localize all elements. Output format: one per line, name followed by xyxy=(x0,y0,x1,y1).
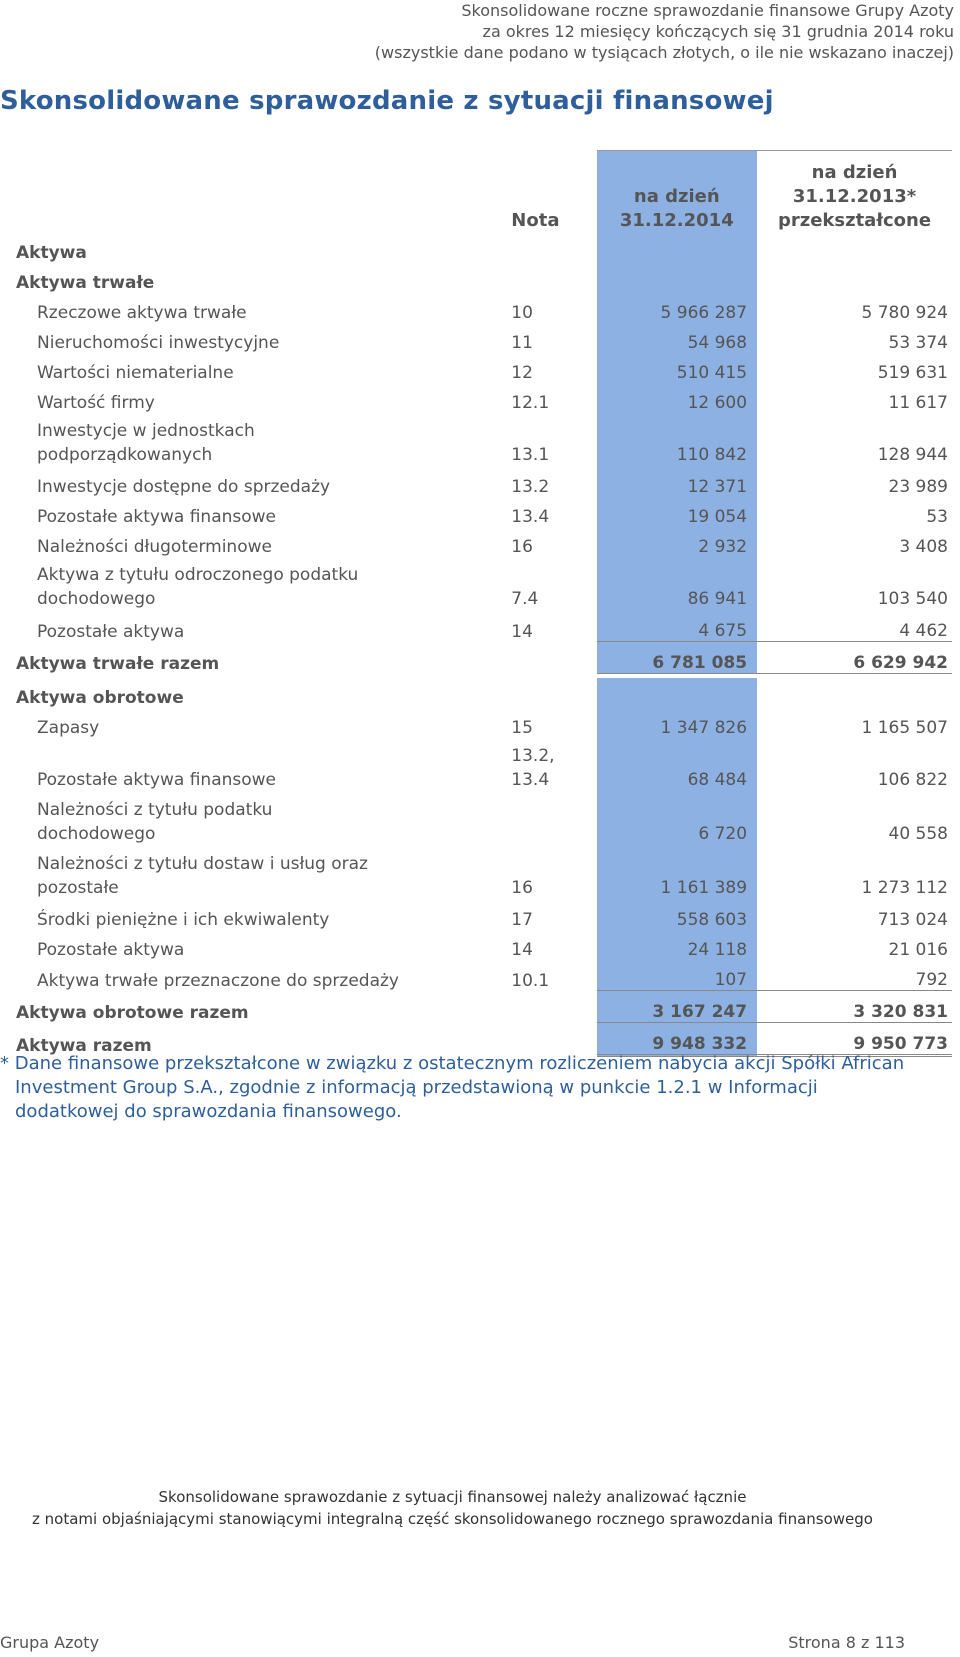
table-header-row xyxy=(16,151,952,234)
table-row: Zapasy 15 1 347 826 1 165 507 xyxy=(16,708,952,738)
balance-sheet-table xyxy=(16,150,952,1057)
column-header-current: na dzień 31.12.2014 xyxy=(597,151,758,234)
total-row-fixed: Aktywa trwałe razem 6 781 085 6 629 942 xyxy=(16,642,952,674)
table-row: Rzeczowe aktywa trwałe 10 5 966 287 5 780 924 xyxy=(16,293,952,323)
section-label-current: Aktywa obrotowe xyxy=(16,688,184,708)
footnote: * Dane finansowe przekształcone w związku z ostatecznym rozliczeniem nabycia akcji Spółki African Investment Group S.A., zgodnie z informacją przedstawioną w punkcie 1.2.1 w Informacji dodatkowej do sprawozdania finansowego. xyxy=(0,1053,905,1122)
page-title: Skonsolidowane sprawozdanie z sytuacji finansowej xyxy=(0,86,774,116)
table-row: Aktywa z tytułu odroczonego podatku dochodowego 7.4 86 941 103 540 xyxy=(16,557,952,611)
table-row: Środki pieniężne i ich ekwiwalenty 17 558 603 713 024 xyxy=(16,900,952,930)
table-row: Należności długoterminowe 16 2 932 3 408 xyxy=(16,527,952,557)
table-row: Wartości niematerialne 12 510 415 519 631 xyxy=(16,353,952,383)
table-row: Należności z tytułu dostaw i usług oraz pozostałe 16 1 161 389 1 273 112 xyxy=(16,846,952,900)
total-row-current: Aktywa obrotowe razem 3 167 247 3 320 831 xyxy=(16,991,952,1023)
header-line-2: za okres 12 miesięcy kończących się 31 grudnia 2014 roku xyxy=(482,22,954,41)
bottom-note: Skonsolidowane sprawozdanie z sytuacji finansowej należy analizować łącznie z notami objaśniającymi stanowiącymi integralną część skonsolidowanego rocznego sprawozdania finansowego xyxy=(32,1488,873,1528)
table-row: Pozostałe aktywa finansowe 13.4 19 054 53 xyxy=(16,497,952,527)
table-row: Nieruchomości inwestycyjne 11 54 968 53 374 xyxy=(16,323,952,353)
table-row: Pozostałe aktywa 14 24 118 21 016 xyxy=(16,930,952,960)
table-row: Inwestycje dostępne do sprzedaży 13.2 12 371 23 989 xyxy=(16,467,952,497)
table-row: Należności z tytułu podatku dochodowego 6 720 40 558 xyxy=(16,792,952,846)
column-header-previous: na dzień 31.12.2013* przekształcone xyxy=(757,151,952,234)
table-row: Aktywa trwałe przeznaczone do sprzedaży 10.1 107 792 xyxy=(16,960,952,991)
table-row: Inwestycje w jednostkach podporządkowanych 13.1 110 842 128 944 xyxy=(16,413,952,467)
page-number: Strona 8 z 113 xyxy=(788,1633,905,1652)
footer-company: Grupa Azoty xyxy=(0,1633,100,1652)
section-row xyxy=(16,233,952,263)
section-row xyxy=(16,678,952,708)
section-label-fixed: Aktywa trwałe xyxy=(16,273,155,293)
column-header-nota: Nota xyxy=(511,210,560,231)
section-row xyxy=(16,263,952,293)
table-row: Pozostałe aktywa 14 4 675 4 462 xyxy=(16,611,952,642)
total-row-assets: Aktywa razem 9 948 332 9 950 773 xyxy=(16,1023,952,1056)
table-row: Wartość firmy 12.1 12 600 11 617 xyxy=(16,383,952,413)
table-row: Pozostałe aktywa finansowe 13.2, 13.4 68 484 106 822 xyxy=(16,738,952,792)
header-line-3: (wszystkie dane podano w tysiącach złotych, o ile nie wskazano inaczej) xyxy=(374,43,954,62)
document-header xyxy=(375,0,954,63)
section-label-assets: Aktywa xyxy=(16,243,87,263)
header-line-1: Skonsolidowane roczne sprawozdanie finansowe Grupy Azoty xyxy=(461,1,954,20)
